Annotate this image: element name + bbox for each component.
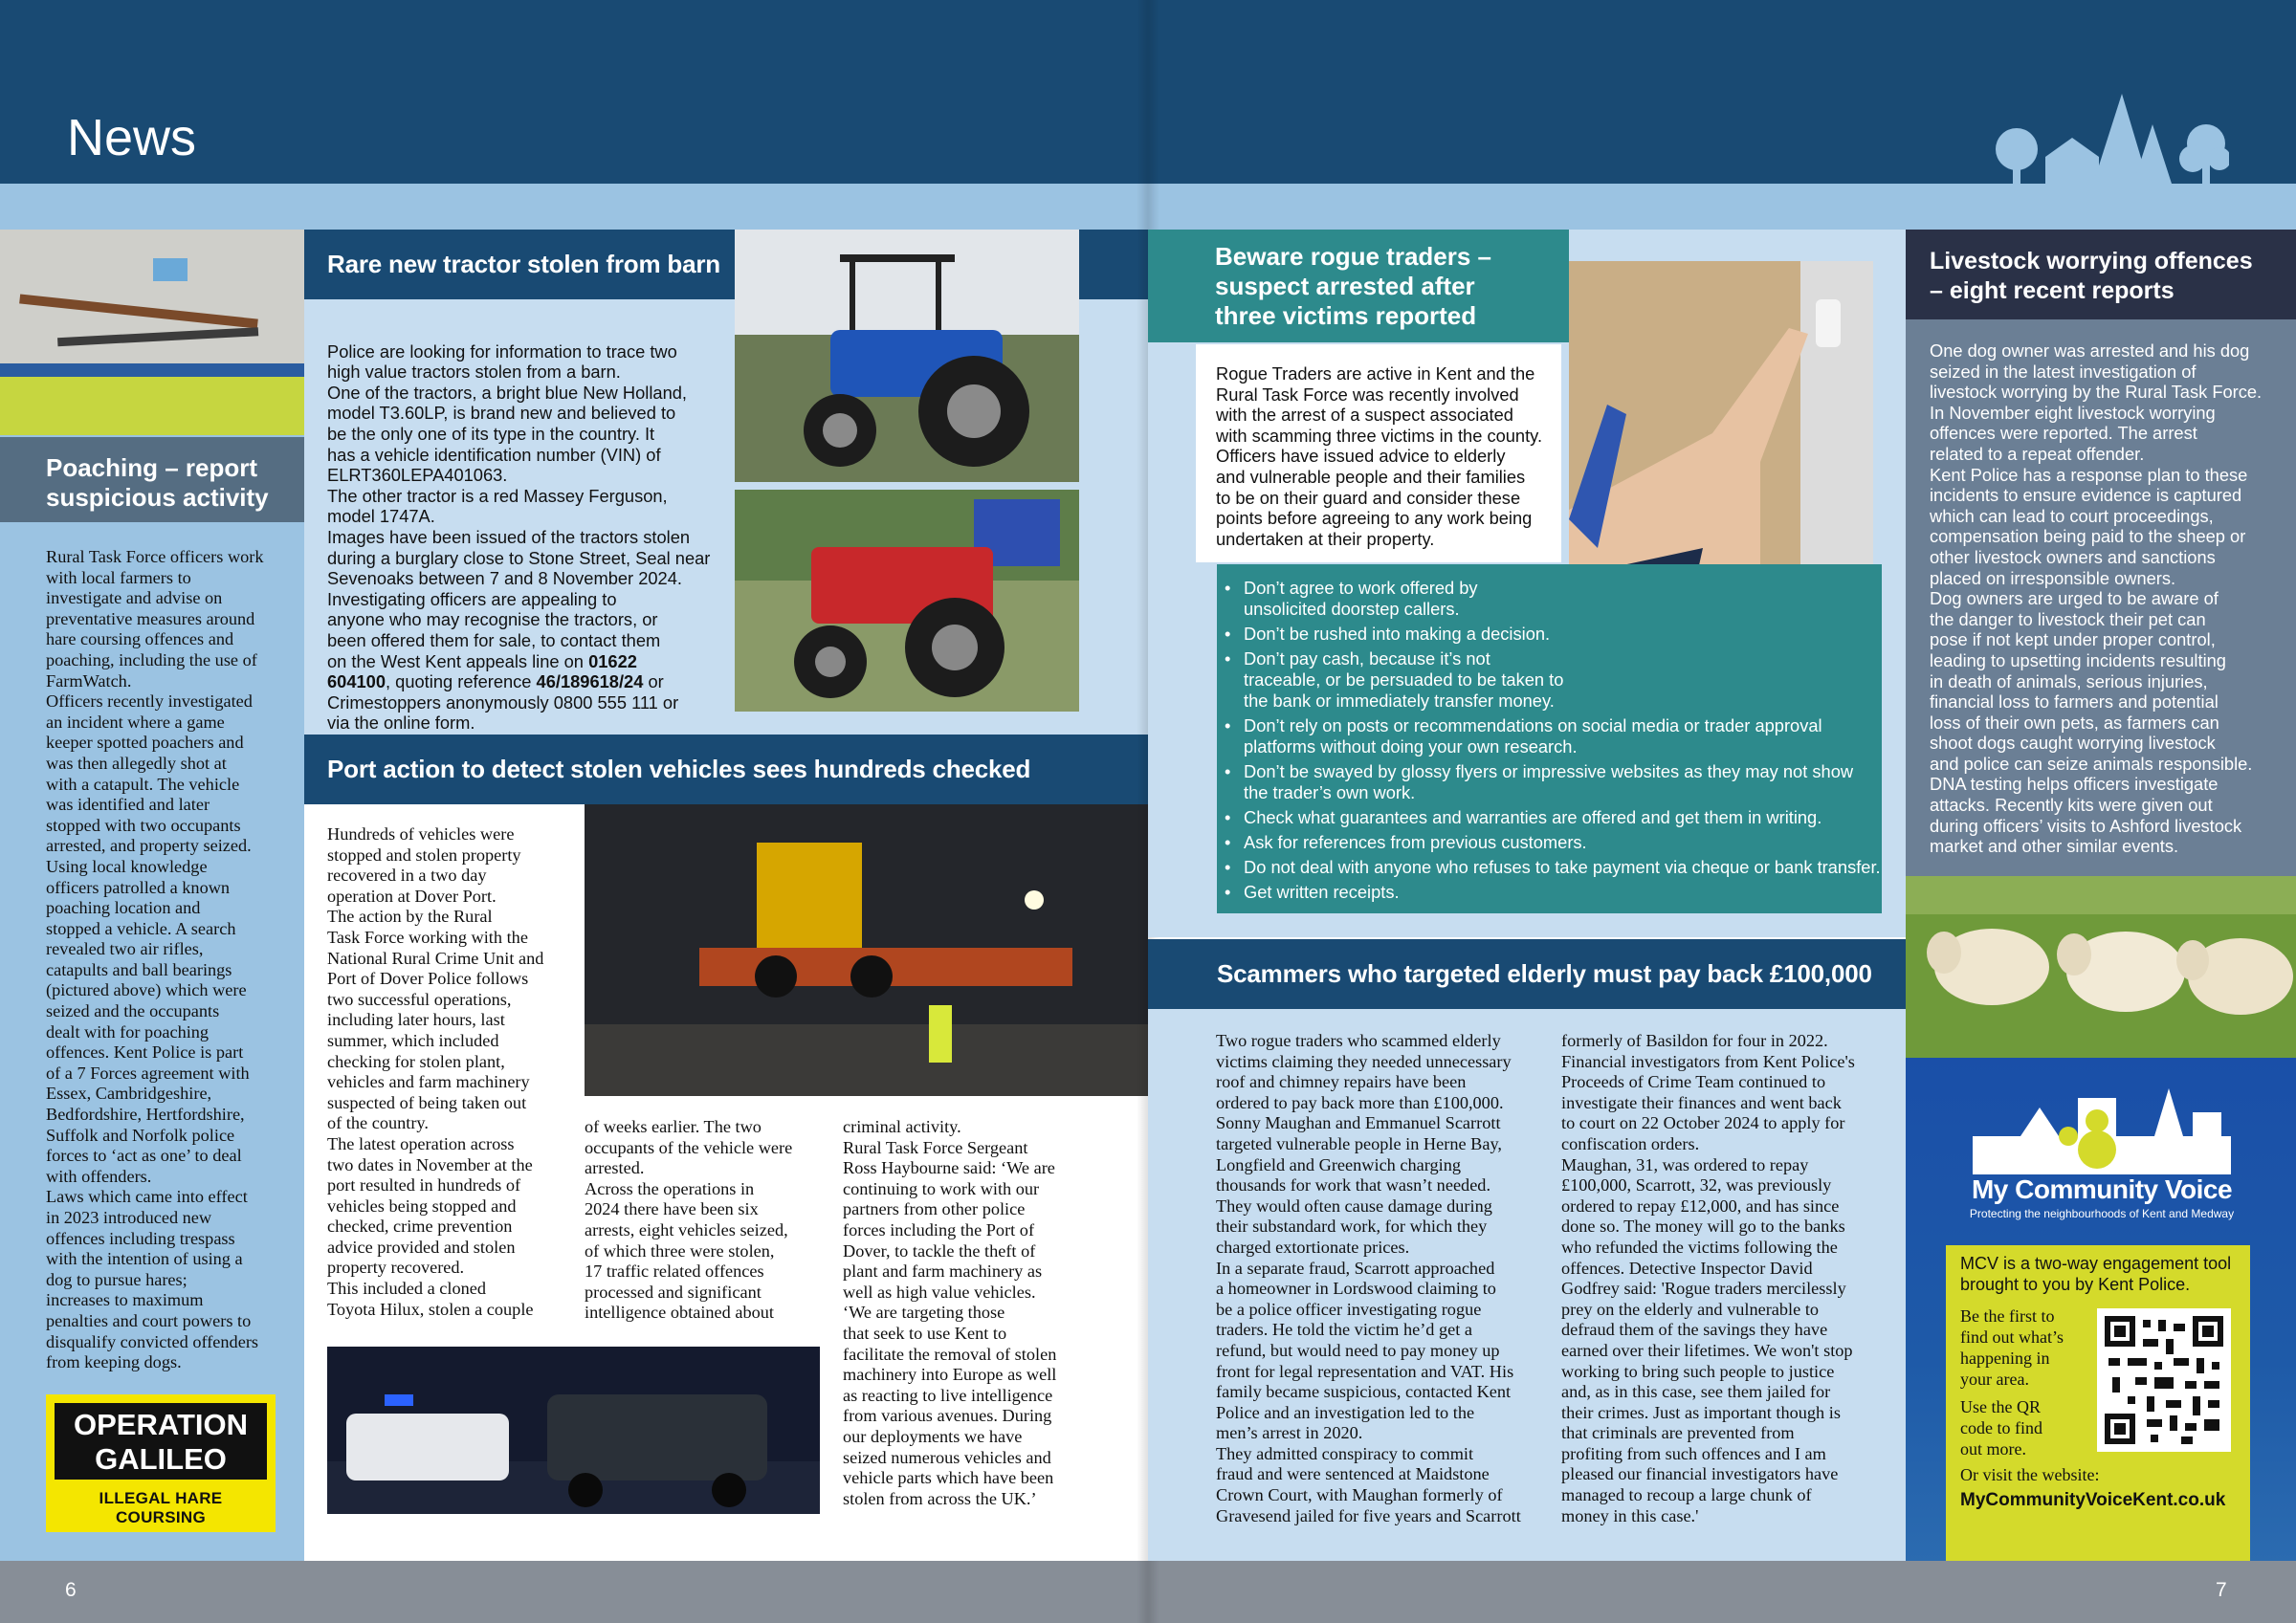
advice-item: • Check what guarantees and warranties are offered and get them in writing. — [1217, 807, 1882, 828]
qr-code[interactable] — [2097, 1308, 2231, 1452]
poaching-title: Poaching – report suspicious activity — [46, 453, 269, 512]
mcv-brand: My Community Voice — [1971, 1174, 2233, 1204]
page-title: News — [67, 109, 197, 166]
scammers-col-2: formerly of Basildon for four in 2022. Financial investigators from Kent Police's Proceeds of Crime Team continued to investigate their finances and went back to court on 22 October 2024 to apply for confiscation orders. Maughan, 31, was ordered to repay £100,000, Scarrott, 32, was previously ordered to repay £12,000, and has since done so. The money will go to the banks who refunded the victims following the offences. Detective Inspector David Godfrey said: 'Rogue traders mercilessly prey on the elderly and vulnerable to defraud them of the savings they have earned over their lifetimes. We won't stop working to bring such people to justice and, as in this case, see them jailed for their crimes. Just as important though is that criminals are prevented from profiting from such offences and I am pleased our financial investigators have managed to recoup a large chunk of money in this case.' — [1561, 1031, 1855, 1525]
advice-list — [1217, 578, 1882, 907]
advice-item: • Don’t be rushed into making a decision. — [1217, 624, 1882, 645]
tractor-body-text-a: Police are looking for information to trace two high value tractors stolen from a barn. One of the tractors, a bright blue New Holland, model T3.60LP, is brand new and believed to be the only one of its type in the country. It has a vehicle identification number (VIN) of ELRT360LEPA401063. The other tractor is a red Massey Ferguson, model 1747A. Images have been issued of the tractors stolen during a burglary close to Stone Street, Seal near Sevenoaks between 7 and 8 November 2024. Investigating officers are appealing to anyone who may recognise the tractors, or been offered them for sale, to contact them on the West Kent appeals line on — [327, 340, 711, 671]
advice-item: • Ask for references from previous customers. — [1217, 832, 1882, 853]
advice-item: • Don’t agree to work offered by unsolicited doorstep callers. — [1217, 578, 1882, 620]
logo-line-3: ILLEGAL HARE COURSING — [99, 1489, 223, 1526]
mcv-be-first: Be the first to find out what’s happening in your area. — [1960, 1306, 2064, 1389]
livestock-body: One dog owner was arrested and his dog seized in the latest investigation of livestock worrying by the Rural Task Force. In November eight livestock worrying offences were reported. The arrest related to a repeat offender. Kent Police has a response plan to these incidents to ensure evidence is captured which can lead to court proceedings, compensation being paid to the sheep or other livestock owners and sanctions placed on irresponsible owners. Dog owners are urged to be aware of the danger to livestock their pet can pose if not kept under proper control, leading to upsetting incidents resulting in death of animals, serious injuries, financial loss to farmers and potential loss of their own pets, as farmers can shoot dogs caught worrying livestock and police can seize animals responsible. DNA testing helps officers investigate attacks. Recently kits were given out during officers’ visits to Ashford livestock market and other similar events. — [1930, 340, 2263, 857]
poaching-body: Rural Task Force officers work with local farmers to investigate and advise on preventative measures around hare coursing offences and poaching, including the use of FarmWatch. Officers recently investigated an incident where a game keeper spotted poachers and was then allegedly shot at with a catapult. The vehicle was identified and later stopped with two occupants arrested, and property seized. Using local knowledge officers patrolled a known poaching location and stopped a vehicle. A search revealed two air rifles, catapults and ball bearings (pictured above) which were seized and the occupants dealt with for poaching offences. Kent Police is part of a 7 Forces agreement with Essex, Cambridgeshire, Bedfordshire, Hertfordshire, Suffolk and Norfolk police forces to ‘act as one’ to deal with offenders. Laws which came into effect in 2023 introduced new offences including trespass with the intention of using a dog to pursue hares; increases to maximum penalties and court powers to disqualify convicted offenders from keeping dogs. — [46, 547, 264, 1372]
reference-number: 46/189618/24 — [536, 671, 644, 692]
mcv-tagline: Protecting the neighbourhoods of Kent and Medway — [1969, 1207, 2235, 1220]
village-skyline-icon — [1980, 86, 2229, 184]
mcv-use-qr: Use the QR code to find out more. — [1960, 1397, 2042, 1459]
appeals-phone-2: 604100 — [327, 671, 386, 692]
advice-item: • Don’t pay cash, because it’s not traceable, or be persuaded to be taken to the bank or immediately transfer money. — [1217, 648, 1882, 712]
blue-tractor-photo — [735, 230, 1079, 482]
advice-item: • Don’t rely on posts or recommendations on social media or trader approval platforms without doing your own research. — [1217, 715, 1882, 757]
red-tractor-photo — [735, 490, 1079, 712]
port-col-3: criminal activity. Rural Task Force Sergeant Ross Haybourne said: ‘We are continuing to work with our partners from other police forces including the Port of Dover, to tackle the theft of plant and farm machinery as well as high value vehicles. ‘We are targeting those that seek to use Kent to facilitate the removal of stolen machinery into Europe as well as reacting to live intelligence from various avenues. During our deployments we have seized numerous vehicles and vehicle parts which have been stolen from across the UK.’ — [843, 1117, 1057, 1508]
scammers-title: Scammers who targeted elderly must pay back £100,000 — [1148, 939, 1906, 1009]
tractor-body — [327, 320, 729, 734]
logo-line-1: OPERATION — [74, 1408, 248, 1441]
appeals-phone-1: 01622 — [588, 650, 637, 671]
livestock-title: Livestock worrying offences – eight recent reports — [1930, 248, 2253, 304]
logo-line-2: GALILEO — [95, 1442, 227, 1476]
scammers-col-1: Two rogue traders who scammed elderly victims claiming they needed unnecessary roof and chimney repairs have been ordered to pay back more than £100,000. Sonny Maughan and Emmanuel Scarrott targeted vulnerable people in Herne Bay, Longfield and Greenwich charging thousands for work that wasn’t needed. They would often cause damage during their substandard work, for which they charged extortionate prices. In a separate fraud, Scarrott approached a homeowner in Lordswood claiming to be a police officer investigating rogue traders. He told the victim he’d get a refund, but would need to pay money up front for legal representation and VAT. His family became suspicious, contacted Kent Police and an investigation led to the men’s arrest in 2020. They admitted conspiracy to commit fraud and were sentenced at Maidstone Crown Court, with Maughan formerly of Gravesend jailed for five years and Scarrott — [1216, 1031, 1521, 1525]
port-title: Port action to detect stolen vehicles sees hundreds checked — [304, 735, 1148, 804]
rogue-title: Beware rogue traders – suspect arrested after three victims reported — [1215, 242, 1492, 330]
mcv-website-link[interactable]: MyCommunityVoiceKent.co.uk — [1960, 1490, 2226, 1510]
police-cars-photo — [327, 1347, 820, 1514]
port-night-photo — [585, 804, 1148, 1096]
tractor-body-text-b: , quoting reference — [386, 671, 537, 692]
page-number-left: 6 — [65, 1579, 77, 1601]
advice-item: • Get written receipts. — [1217, 882, 1882, 903]
tractor-body-text-c: or Crimestoppers anonymously 0800 555 111 or via the online form. — [327, 671, 679, 734]
sheep-photo — [1906, 876, 2296, 1058]
mcv-intro: MCV is a two-way engagement tool brought to you by Kent Police. — [1960, 1254, 2232, 1294]
tractor-title: Rare new tractor stolen from barn — [304, 230, 735, 299]
advice-item: • Don’t be swayed by glossy flyers or impressive websites as they may not show the trader’s own work. — [1217, 761, 1882, 803]
community-crowd-icon — [1963, 1079, 2241, 1174]
port-col-1: Hundreds of vehicles were stopped and stolen property recovered in a two day operation at Dover Port. The action by the Rural Task Force working with the National Rural Crime Unit and Port of Dover Police follows two successful operations, including later hours, last summer, which included checking for stolen plant, vehicles and farm machinery suspected of being taken out of the country. The latest operation across two dates in November at the port resulted in hundreds of vehicles being stopped and checked, crime prevention advice provided and stolen property recovered. This included a cloned Toyota Hilux, stolen a couple — [327, 824, 544, 1319]
page-number-right: 7 — [2216, 1579, 2227, 1601]
poaching-photo — [0, 230, 304, 435]
mcv-visit: Or visit the website: — [1960, 1465, 2100, 1484]
advice-item: • Do not deal with anyone who refuses to take payment via cheque or bank transfer. — [1217, 857, 1882, 878]
rogue-body: Rogue Traders are active in Kent and the Rural Task Force was recently involved with the arrest of a suspect associated with scamming three victims in the county. Officers have issued advice to elderly and vulnerable people and their families to be on their guard and consider these points before agreeing to any work being undertaken at their property. — [1216, 363, 1543, 549]
port-col-2: of weeks earlier. The two occupants of the vehicle were arrested. Across the operations in 2024 there have been six arrests, eight vehicles seized, of which three were stolen, 17 traffic related offences processed and significant intelligence obtained about — [585, 1117, 793, 1323]
operation-galileo-logo — [46, 1394, 276, 1532]
